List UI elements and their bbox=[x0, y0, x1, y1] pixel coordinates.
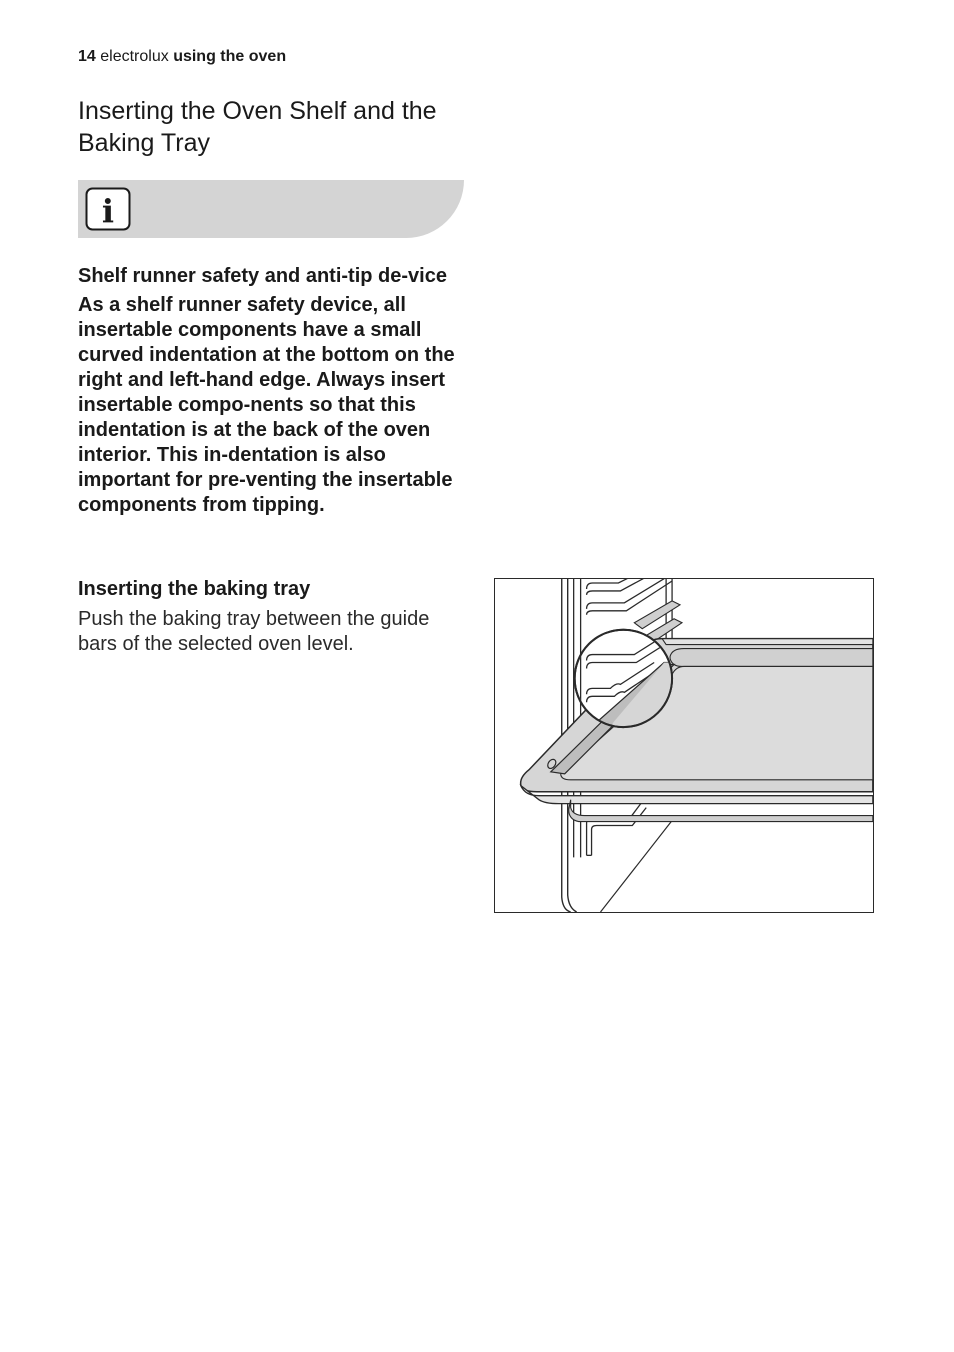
brand-name: electrolux bbox=[100, 48, 169, 65]
baking-tray-body: Push the baking tray between the guide bars of the selected oven level. bbox=[78, 608, 430, 655]
page-title: Inserting the Oven Shelf and the Baking Tray bbox=[78, 97, 437, 157]
section-name: using the oven bbox=[173, 48, 287, 65]
info-note-band bbox=[78, 180, 464, 238]
info-glyph: i bbox=[101, 192, 115, 230]
baking-tray-heading: Inserting the baking tray bbox=[78, 578, 311, 600]
safety-section bbox=[78, 264, 468, 518]
illustration-drawing bbox=[495, 579, 873, 912]
safety-heading: Shelf runner safety and anti-tip de-vice bbox=[78, 265, 447, 287]
safety-body: As a shelf runner safety device, all insertable components have a small curved indentation at the bottom on the right and left-hand edge. Always insert insertable compo-nents so that this indentation is at the back of the oven interior. This in-dentation is also important for pre-venting the insertable components from tipping. bbox=[78, 294, 455, 516]
baking-tray-illustration bbox=[494, 578, 874, 913]
page-number: 14 bbox=[78, 48, 96, 65]
baking-tray-section bbox=[78, 577, 468, 657]
info-icon bbox=[85, 187, 131, 231]
running-header bbox=[78, 47, 286, 67]
